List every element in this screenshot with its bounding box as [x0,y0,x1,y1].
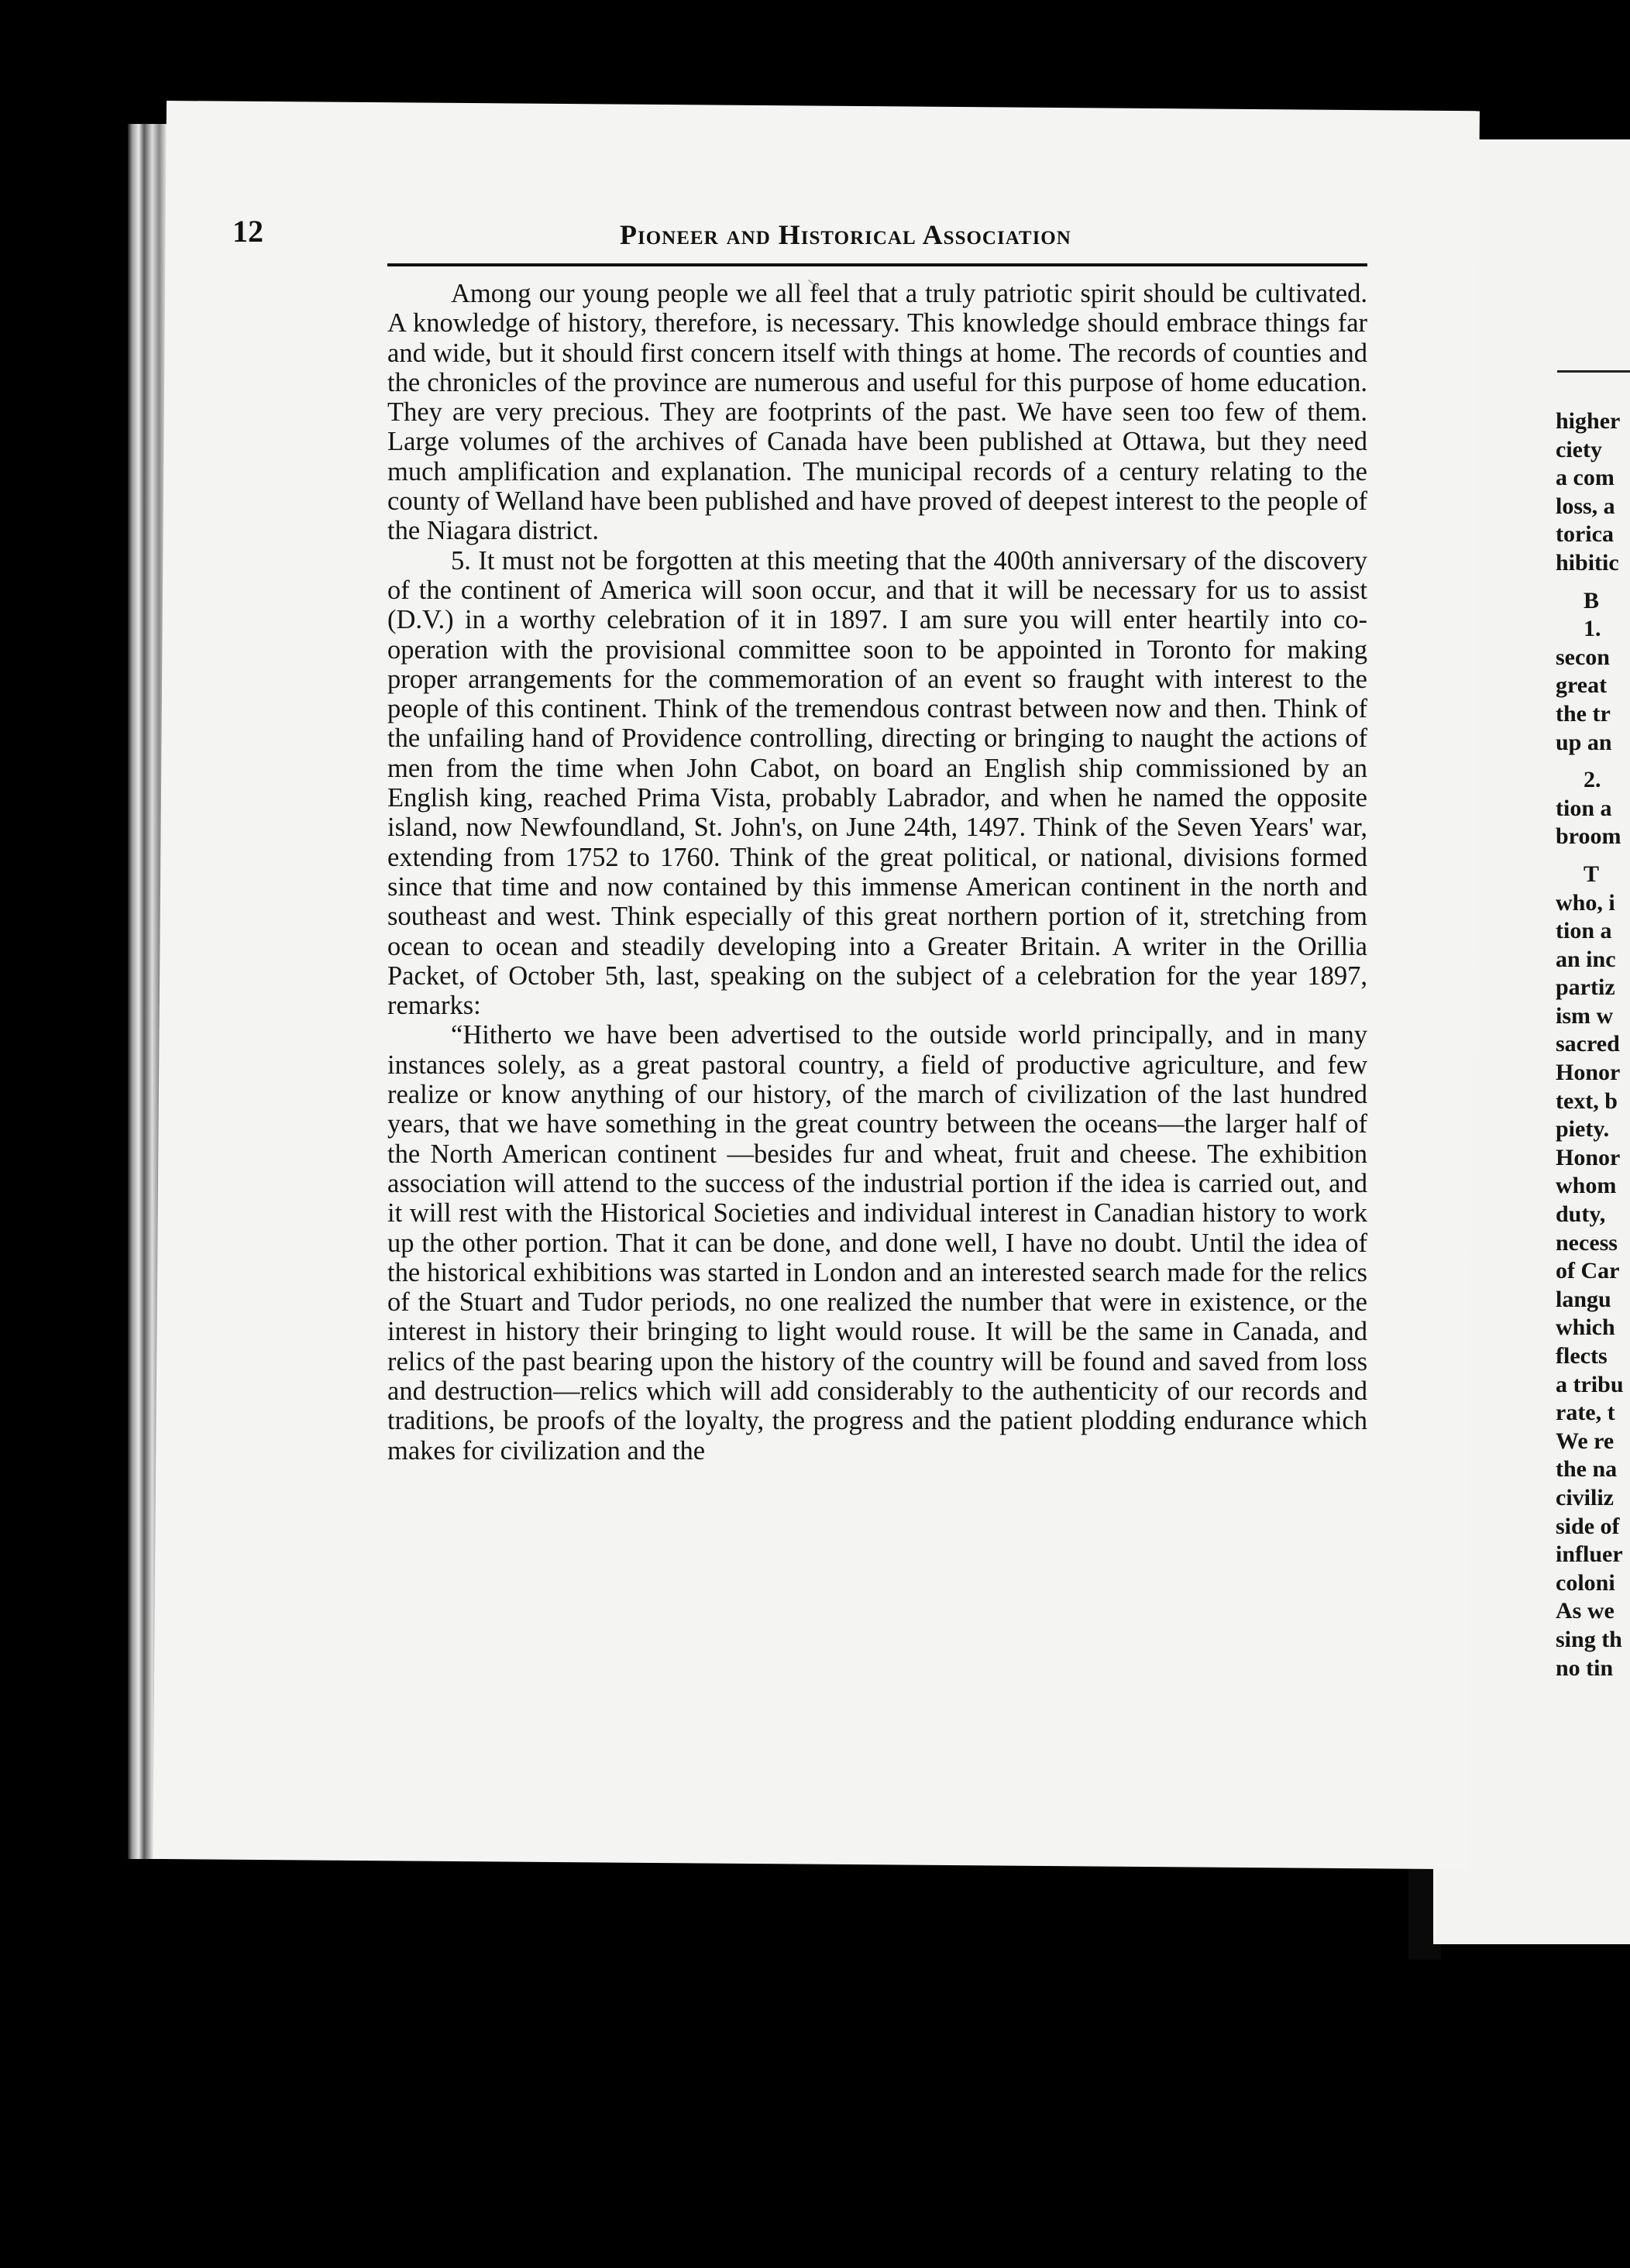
facing-page-line: great [1556,672,1608,699]
facing-page-line: whom [1556,1173,1617,1199]
facing-page-line: influer [1556,1541,1623,1568]
facing-page-line: duty, [1556,1201,1606,1228]
facing-page-line: We re [1556,1428,1615,1454]
facing-page-line: ism w [1556,1002,1614,1029]
running-head: Pioneer and Historical Association [620,219,1071,250]
facing-page-line: 1. [1584,616,1601,642]
line-gap [1556,578,1630,587]
facing-page-line: T [1584,861,1600,887]
facing-page-line: broom [1556,823,1621,850]
facing-page-line: of Car [1556,1258,1620,1284]
facing-page-line: torica [1556,521,1614,548]
facing-page-line: 2. [1584,767,1601,793]
facing-page-line: which [1556,1314,1615,1341]
facing-page-line: flects [1556,1343,1608,1369]
facing-page-line: B [1584,587,1600,613]
facing-page-line: up an [1556,729,1612,755]
facing-page-line: who, i [1556,889,1615,916]
page-number: 12 [232,214,263,249]
facing-page-rule [1557,370,1630,373]
facing-page-line: a tribu [1556,1371,1624,1397]
facing-page-line: sacred [1556,1031,1620,1057]
facing-page-line: hibitic [1556,549,1619,576]
facing-page-line: secon [1556,644,1610,670]
facing-page-line: text, b [1556,1088,1618,1114]
facing-page-line: rate, t [1556,1400,1615,1426]
facing-page-line: the tr [1556,700,1611,727]
facing-page-line: coloni [1556,1569,1615,1596]
body-text [387,279,1367,1466]
facing-page-line: civiliz [1556,1484,1614,1510]
line-gap [1556,851,1630,861]
facing-page-line: tion a [1556,918,1612,944]
facing-page-line: the na [1556,1456,1618,1483]
line-gap [1556,757,1630,766]
paragraph: 5. It must not be forgotten at this meeting that the 400th anniversary of the discovery of the continent of America will soon occur, and that it will be necessary for us to assist (D.V.) in a worthy celebration of it in 1897. I am sure you will enter heartily into co-operation with the provisional committee soon to be appointed in Toronto for making proper arrangements for the commemoration of an event so fraught with interest to the people of this continent. Think of the tremendous contrast between now and then. Think of the unfailing hand of Providence controlling, directing or bringing to naught the actions of men from the time when John Cabot, on board an English ship commissioned by an English king, reached Prima Vista, probably Labrador, and when he named the opposite island, now Newfoundland, St. John's, on June 24th, 1497. Think of the Seven Years' war, extending from 1752 to 1760. Think of the great political, or national, divisions formed since that time and now contained by this immense American continent in the north and southeast and west. Think especially of this great northern portion of it, stretching from ocean to ocean and steadily developing into a Greater Britain. A writer in the Orillia Packet, of October 5th, last, speaking on the subject of a celebration for the year 1897, remarks: [387,545,1367,1021]
header-rule [387,263,1367,266]
facing-page-line: necess [1556,1229,1618,1256]
facing-page-line: tion a [1556,795,1612,821]
paragraph: “Hitherto we have been advertised to the outside world principally, and in many instances solely, as a great pastoral country, a field of productive agriculture, and few realize or know anything of our history, of the march of civilization of the last hundred years, that we have something in the great country between the oceans—the larger half of the North American continent —besides fur and wheat, fruit and cheese. The exhibition association will attend to the success of the industrial portion if the idea is carried out, and it will rest with the Historical Societies and individual interest in Canadian history to work up the other portion. That it can be done, and done well, I have no doubt. Until the idea of the historical exhibitions was started in London and an interested search made for the relics of the Stuart and Tudor periods, no one realized the number that were in existence, or the interest in history their bringing to light would rouse. It will be the same in Canada, and relics of the past bearing upon the history of the country will be found and saved from loss and destruction—relics which will add considerably to the authenticity of our records and traditions, be proofs of the loyalty, the progress and the patient plodding endurance which makes for civilization and the [387,1020,1367,1466]
facing-page-line: an inc [1556,946,1616,972]
facing-page-line: As we [1556,1598,1615,1624]
facing-page-line: no tin [1556,1655,1614,1681]
facing-page-line: higher [1556,408,1621,434]
facing-page-line: sing th [1556,1626,1622,1652]
facing-page-line: ciety [1556,436,1602,462]
facing-page-line: a com [1556,465,1615,491]
paragraph: Among our young people we all feel that a truly patriotic spirit should be cultivated. A knowledge of history, therefore, is necessary. This knowledge should embrace things far and wide, but it should first concern itself with things at home. The records of counties and the chronicles of the province are numerous and useful for this purpose of home education. They are very precious. They are footprints of the past. We have seen too few of them. Large volumes of the archives of Canada have been published at Ottawa, but they need much amplification and explanation. The municipal records of a century relating to the county of Welland have been published and have proved of deepest interest to the people of the Niagara district. [387,279,1367,546]
facing-page-line: langu [1556,1286,1611,1312]
facing-page-line: Honor [1556,1144,1621,1170]
facing-page-line: side of [1556,1513,1620,1539]
facing-page-text [1556,407,1630,1682]
facing-page-line: partiz [1556,974,1615,1001]
facing-page-line: Honor [1556,1060,1621,1086]
facing-page-line: loss, a [1556,493,1615,519]
facing-page-line: piety. [1556,1116,1610,1143]
